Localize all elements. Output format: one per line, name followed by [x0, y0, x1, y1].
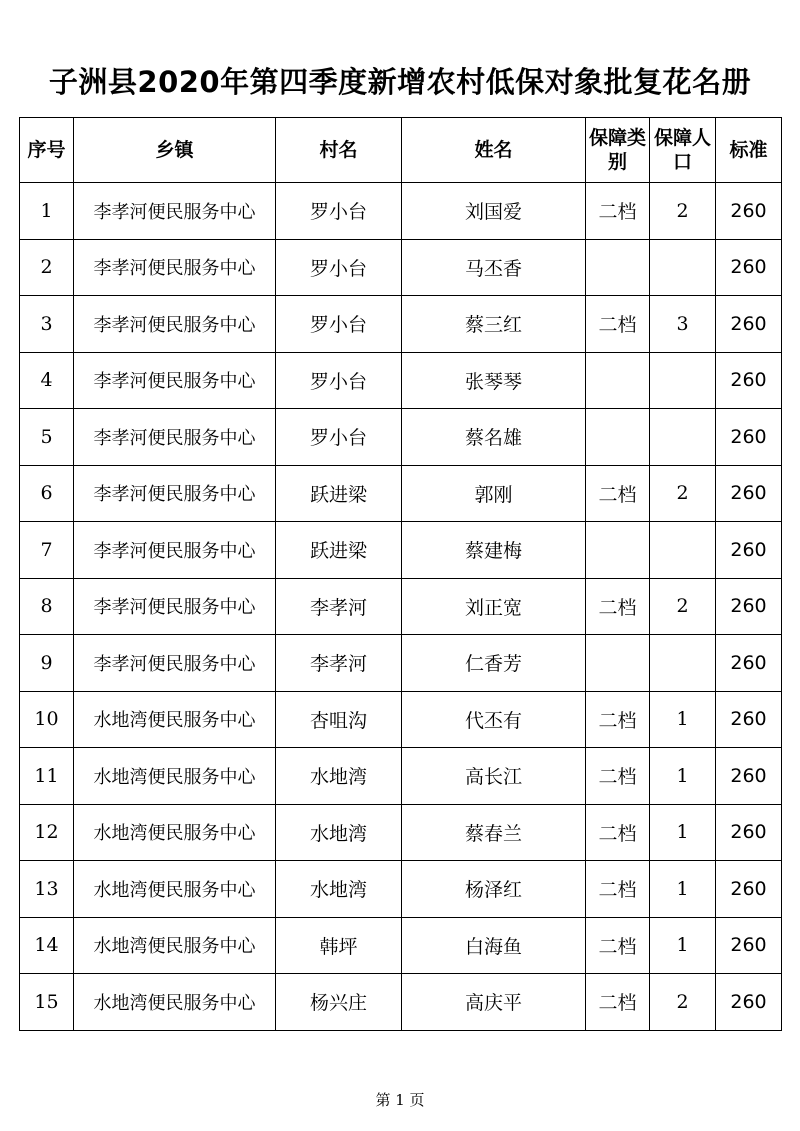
cell-village: 杏咀沟 — [276, 691, 402, 748]
table-row — [20, 409, 782, 466]
cell-category: 二档 — [586, 578, 650, 635]
cell-standard: 260 — [716, 296, 782, 353]
table-body — [20, 183, 782, 1031]
cell-standard: 260 — [716, 409, 782, 466]
cell-standard: 260 — [716, 974, 782, 1031]
cell-name: 高庆平 — [402, 974, 586, 1031]
cell-no: 9 — [20, 635, 74, 692]
cell-town: 李孝河便民服务中心 — [74, 409, 276, 466]
cell-no: 11 — [20, 748, 74, 805]
cell-category — [586, 352, 650, 409]
table-row — [20, 465, 782, 522]
header-no: 序号 — [20, 118, 74, 183]
cell-village: 杨兴庄 — [276, 974, 402, 1031]
cell-village: 罗小台 — [276, 352, 402, 409]
table-row — [20, 974, 782, 1031]
cell-category — [586, 239, 650, 296]
cell-population: 2 — [650, 183, 716, 240]
cell-name: 郭刚 — [402, 465, 586, 522]
cell-standard: 260 — [716, 917, 782, 974]
cell-town: 李孝河便民服务中心 — [74, 183, 276, 240]
page-title: 子洲县2020年第四季度新增农村低保对象批复花名册 — [48, 65, 752, 99]
cell-population: 3 — [650, 296, 716, 353]
table-row — [20, 691, 782, 748]
cell-population: 1 — [650, 861, 716, 918]
cell-no: 15 — [20, 974, 74, 1031]
table-row — [20, 635, 782, 692]
cell-village: 李孝河 — [276, 635, 402, 692]
cell-village: 罗小台 — [276, 183, 402, 240]
cell-standard: 260 — [716, 239, 782, 296]
table-row — [20, 239, 782, 296]
cell-no: 8 — [20, 578, 74, 635]
cell-population: 2 — [650, 578, 716, 635]
cell-town: 李孝河便民服务中心 — [74, 352, 276, 409]
cell-standard: 260 — [716, 183, 782, 240]
cell-standard: 260 — [716, 578, 782, 635]
cell-population: 2 — [650, 465, 716, 522]
cell-village: 韩坪 — [276, 917, 402, 974]
cell-category: 二档 — [586, 974, 650, 1031]
cell-population: 1 — [650, 804, 716, 861]
table-row — [20, 804, 782, 861]
cell-town: 水地湾便民服务中心 — [74, 748, 276, 805]
cell-no: 5 — [20, 409, 74, 466]
cell-name: 蔡建梅 — [402, 522, 586, 579]
cell-category: 二档 — [586, 804, 650, 861]
page-number: 第 1 页 — [375, 1091, 425, 1109]
header-village: 村名 — [276, 118, 402, 183]
cell-village: 罗小台 — [276, 239, 402, 296]
cell-village: 水地湾 — [276, 861, 402, 918]
cell-town: 水地湾便民服务中心 — [74, 917, 276, 974]
cell-standard: 260 — [716, 352, 782, 409]
cell-population — [650, 635, 716, 692]
cell-town: 水地湾便民服务中心 — [74, 804, 276, 861]
header-category: 保障类别 — [586, 118, 650, 183]
cell-population — [650, 352, 716, 409]
cell-population — [650, 522, 716, 579]
cell-no: 13 — [20, 861, 74, 918]
cell-population: 2 — [650, 974, 716, 1031]
table-row — [20, 183, 782, 240]
cell-category: 二档 — [586, 748, 650, 805]
cell-no: 6 — [20, 465, 74, 522]
header-name: 姓名 — [402, 118, 586, 183]
cell-town: 水地湾便民服务中心 — [74, 861, 276, 918]
cell-standard: 260 — [716, 861, 782, 918]
cell-standard: 260 — [716, 691, 782, 748]
cell-category: 二档 — [586, 465, 650, 522]
cell-no: 12 — [20, 804, 74, 861]
cell-no: 1 — [20, 183, 74, 240]
cell-population — [650, 239, 716, 296]
cell-standard: 260 — [716, 748, 782, 805]
cell-village: 罗小台 — [276, 409, 402, 466]
table-row — [20, 522, 782, 579]
table-row — [20, 578, 782, 635]
cell-no: 14 — [20, 917, 74, 974]
cell-category — [586, 522, 650, 579]
cell-name: 马丕香 — [402, 239, 586, 296]
cell-name: 代丕有 — [402, 691, 586, 748]
cell-category: 二档 — [586, 861, 650, 918]
cell-standard: 260 — [716, 635, 782, 692]
cell-category: 二档 — [586, 691, 650, 748]
header-row — [20, 118, 782, 183]
table-row — [20, 861, 782, 918]
cell-village: 水地湾 — [276, 804, 402, 861]
cell-town: 李孝河便民服务中心 — [74, 465, 276, 522]
table-row — [20, 352, 782, 409]
cell-village: 李孝河 — [276, 578, 402, 635]
cell-no: 10 — [20, 691, 74, 748]
roster-table — [19, 117, 782, 1031]
cell-village: 水地湾 — [276, 748, 402, 805]
cell-category: 二档 — [586, 183, 650, 240]
cell-no: 7 — [20, 522, 74, 579]
cell-no: 4 — [20, 352, 74, 409]
cell-population: 1 — [650, 917, 716, 974]
cell-category: 二档 — [586, 296, 650, 353]
cell-town: 李孝河便民服务中心 — [74, 635, 276, 692]
cell-town: 李孝河便民服务中心 — [74, 296, 276, 353]
table-row — [20, 296, 782, 353]
cell-name: 高长江 — [402, 748, 586, 805]
cell-standard: 260 — [716, 804, 782, 861]
cell-name: 刘国爱 — [402, 183, 586, 240]
cell-no: 3 — [20, 296, 74, 353]
table-row — [20, 748, 782, 805]
cell-standard: 260 — [716, 522, 782, 579]
cell-town: 李孝河便民服务中心 — [74, 578, 276, 635]
header-standard: 标准 — [716, 118, 782, 183]
cell-village: 罗小台 — [276, 296, 402, 353]
cell-town: 李孝河便民服务中心 — [74, 522, 276, 579]
cell-category: 二档 — [586, 917, 650, 974]
cell-name: 蔡三红 — [402, 296, 586, 353]
table-row — [20, 917, 782, 974]
cell-name: 蔡名雄 — [402, 409, 586, 466]
cell-name: 蔡春兰 — [402, 804, 586, 861]
cell-village: 跃进梁 — [276, 465, 402, 522]
cell-category — [586, 409, 650, 466]
header-population: 保障人口 — [650, 118, 716, 183]
cell-no: 2 — [20, 239, 74, 296]
cell-town: 水地湾便民服务中心 — [74, 691, 276, 748]
cell-category — [586, 635, 650, 692]
cell-population: 1 — [650, 748, 716, 805]
cell-name: 白海鱼 — [402, 917, 586, 974]
cell-name: 杨泽红 — [402, 861, 586, 918]
cell-name: 张琴琴 — [402, 352, 586, 409]
header-town: 乡镇 — [74, 118, 276, 183]
cell-population — [650, 409, 716, 466]
cell-population: 1 — [650, 691, 716, 748]
cell-name: 刘正宽 — [402, 578, 586, 635]
cell-town: 水地湾便民服务中心 — [74, 974, 276, 1031]
cell-standard: 260 — [716, 465, 782, 522]
cell-name: 仁香芳 — [402, 635, 586, 692]
cell-town: 李孝河便民服务中心 — [74, 239, 276, 296]
cell-village: 跃进梁 — [276, 522, 402, 579]
